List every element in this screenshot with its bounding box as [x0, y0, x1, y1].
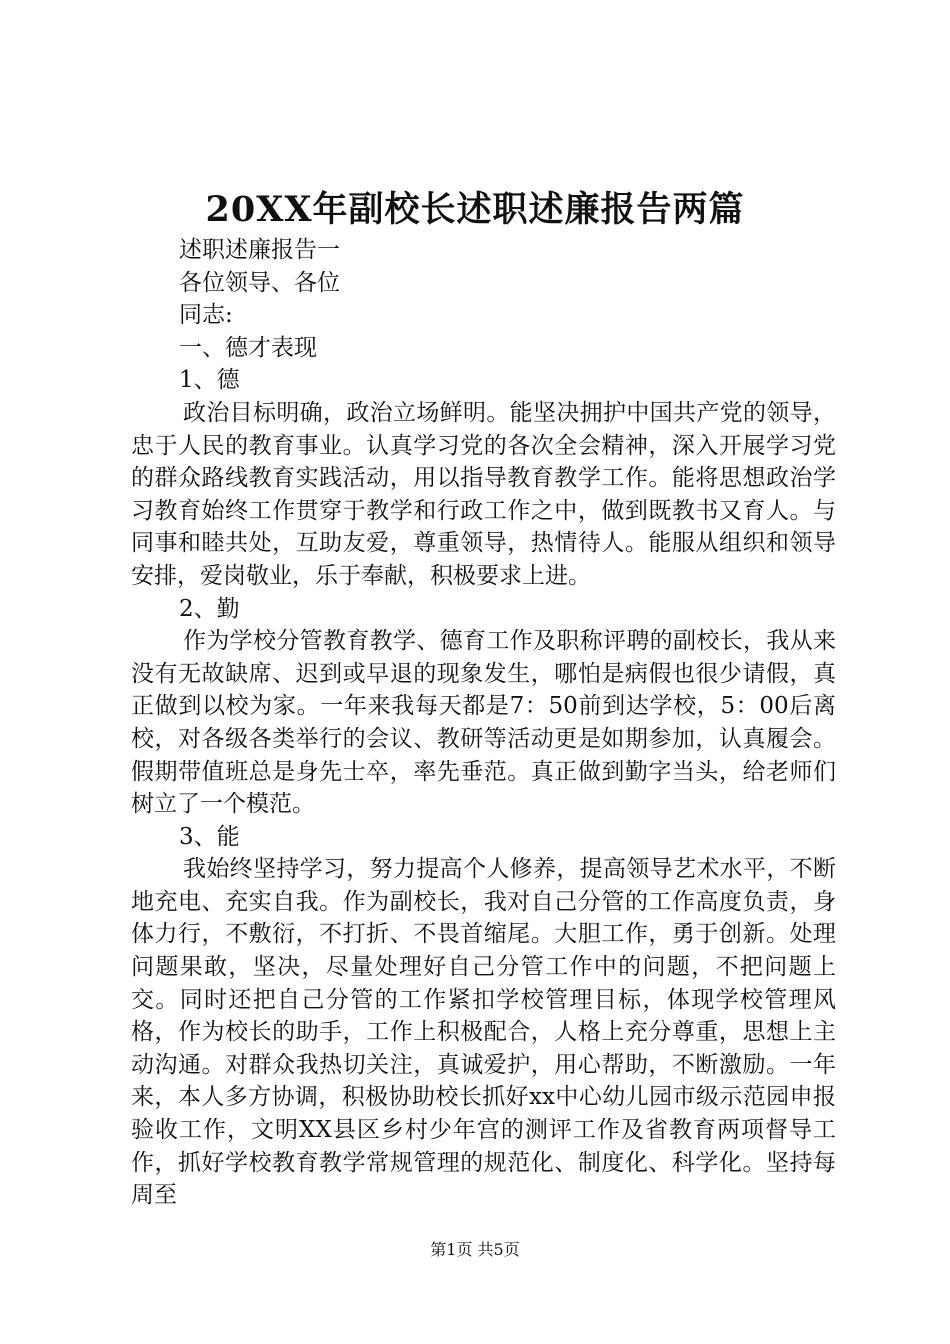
subsection-heading: 1、德	[179, 367, 240, 394]
subsection-heading: 2、勤	[179, 595, 240, 622]
document-title: 20XX年副校长述职述廉报告两篇	[205, 189, 745, 230]
section-heading: 一、德才表现	[179, 334, 317, 361]
paragraph: 政治目标明确，政治立场鲜明。能坚决拥护中国共产党的领导，忠于人民的教育事业。认真学习党的各次全会精神，深入开展学习党的群众路线教育实践活动，用以指导教育教学工作。能将思想政治学习教育始终工作贯穿于教学和行政工作之中，做到既教书又育人。与同事和睦共处，互助友爱，尊重领导，热情待人。能服从组织和领导安排，爱岗敬业，乐于奉献，积极要求上进。	[131, 399, 836, 589]
paragraph: 作为学校分管教育教学、德育工作及职称评聘的副校长，我从来没有无故缺席、迟到或早退的现象发生，哪怕是病假也很少请假，真正做到以校为家。一年来我每天都是7：50前到达学校，5：00后离校，对各级各类举行的会议、教研等活动更是如期参加，认真履会。假期带值班总是身先士卒，率先垂范。真正做到勤字当头，给老师们树立了一个模范。	[131, 628, 836, 818]
document-body	[131, 234, 836, 1212]
page-footer: 第1页 共5页	[430, 1240, 520, 1259]
salutation-line: 各位领导、各位	[179, 269, 340, 296]
paragraph: 我始终坚持学习，努力提高个人修养，提高领导艺术水平，不断地充电、充实自我。作为副校长，我对自己分管的工作高度负责，身体力行，不敷衍，不打折、不畏首缩尾。大胆工作，勇于创新。处理问题果敢，坚决，尽量处理好自己分管工作中的问题，不把问题上交。同时还把自己分管的工作紧扣学校管理目标，体现学校管理风格，作为校长的助手，工作上积极配合，人格上充分尊重，思想上主动沟通。对群众我热切关注，真诚爱护，用心帮助，不断激励。一年来，本人多方协调，积极协助校长抓好xx中心幼儿园市级示范园申报验收工作，文明XX县区乡村少年宫的测评工作及省教育两项督导工作，抓好学校教育教学常规管理的规范化、制度化、科学化。坚持每周至	[131, 856, 836, 1209]
subsection-heading: 3、能	[179, 823, 240, 850]
section-heading: 述职述廉报告一	[179, 237, 340, 263]
salutation-line: 同志:	[179, 302, 233, 329]
